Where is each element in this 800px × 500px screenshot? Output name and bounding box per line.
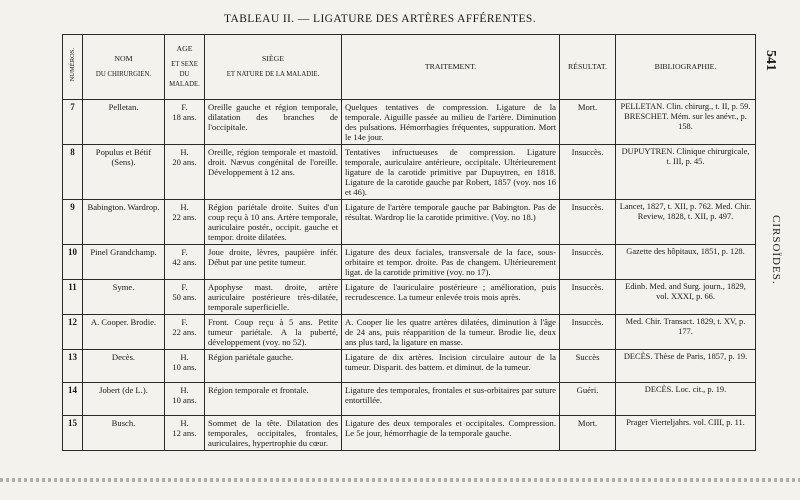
header-resultat: RÉSULTAT. xyxy=(560,35,616,100)
sex: F. xyxy=(181,282,188,292)
table-row xyxy=(63,383,756,416)
sex: H. xyxy=(180,352,189,362)
table-row xyxy=(63,315,756,350)
age: 12 ans. xyxy=(172,428,197,438)
table-row xyxy=(63,280,756,315)
header-bibliographie: BIBLIOGRAPHIE. xyxy=(616,35,756,100)
site-description: Front. Coup reçu à 5 ans. Petite tumeur pariétale. A la puberté, développement (voy. no 52). xyxy=(205,315,342,350)
bibliography: Med. Chir. Transact. 1829, t. XV, p. 177. xyxy=(616,315,756,350)
age: 42 ans. xyxy=(172,257,197,267)
surgeon-name: A. Cooper. Brodie. xyxy=(83,315,165,350)
surgeon-name: Decès. xyxy=(83,350,165,383)
header-row xyxy=(63,35,756,100)
site-description: Oreille, région temporale et mastoïd. droit. Nævus congénital de l'oreille. Développement à 12 ans. xyxy=(205,145,342,200)
row-number: 11 xyxy=(63,280,83,315)
table-row xyxy=(63,200,756,245)
header-numeros: NUMÉROS. xyxy=(63,35,83,100)
row-number: 15 xyxy=(63,416,83,451)
surgeon-name: Jobert (de L.). xyxy=(83,383,165,416)
header-age: AGE ET SEXE DU MALADE. xyxy=(165,35,205,100)
section-heading: CIRSOÏDES. xyxy=(770,215,782,285)
age-sex xyxy=(165,315,205,350)
treatment-description: Ligature des deux temporales et occipitales. Compression. Le 5e jour, hémorrhagie de la temporale gauche. xyxy=(342,416,560,451)
header-traitement: TRAITEMENT. xyxy=(342,35,560,100)
age: 10 ans. xyxy=(172,395,197,405)
treatment-description: Ligature de dix artères. Incision circulaire autour de la tumeur. Disparit. des battem. et diminut. de la tumeur. xyxy=(342,350,560,383)
surgeon-name: Pinel Grandchamp. xyxy=(83,245,165,280)
site-description: Région temporale et frontale. xyxy=(205,383,342,416)
row-number: 10 xyxy=(63,245,83,280)
table-title: TABLEAU II. — LIGATURE DES ARTÈRES AFFÉRENTES. xyxy=(224,13,536,25)
treatment-description: Quelques tentatives de compression. Ligature de la temporale. Aiguille passée au milieu de l'artère. Diminution des pulsations. Hémorrhagies fréquentes, suppuration. Mort le 14e jour. xyxy=(342,100,560,145)
site-description: Sommet de la tête. Dilatation des temporales, occipitales, frontales, auriculaires, hypertrophie du cœur. xyxy=(205,416,342,451)
treatment-description: Ligature de l'auriculaire postérieure ; amélioration, puis recrudescence. La tumeur enlevée trois mois après. xyxy=(342,280,560,315)
age-sex xyxy=(165,383,205,416)
result: Insuccès. xyxy=(560,145,616,200)
row-number: 8 xyxy=(63,145,83,200)
result: Mort. xyxy=(560,100,616,145)
result: Insuccès. xyxy=(560,200,616,245)
row-number: 14 xyxy=(63,383,83,416)
table-row xyxy=(63,416,756,451)
surgeon-name: Busch. xyxy=(83,416,165,451)
surgeon-name: Babington. Wardrop. xyxy=(83,200,165,245)
age: 10 ans. xyxy=(172,362,197,372)
age-sex xyxy=(165,245,205,280)
page-footer-marks xyxy=(0,478,800,482)
surgeon-name: Populus et Bétif (Sens). xyxy=(83,145,165,200)
table-row xyxy=(63,100,756,145)
header-siege: SIÈGE ET NATURE DE LA MALADIE. xyxy=(205,35,342,100)
bibliography: Lancet, 1827, t. XII, p. 762. Med. Chir. Review, 1828, t. XII, p. 497. xyxy=(616,200,756,245)
bibliography: Edinb. Med. and Surg. journ., 1829, vol. XXXI, p. 66. xyxy=(616,280,756,315)
site-description: Joue droite, lèvres, paupière infér. Début par une petite tumeur. xyxy=(205,245,342,280)
table-row xyxy=(63,245,756,280)
treatment-description: Ligature des temporales, frontales et sus-orbitaires par suture entortillée. xyxy=(342,383,560,416)
result: Insuccès. xyxy=(560,315,616,350)
site-description: Oreille gauche et région temporale, dilatation des branches de l'occipitale. xyxy=(205,100,342,145)
bibliography: Gazette des hôpitaux, 1851, p. 128. xyxy=(616,245,756,280)
sex: H. xyxy=(180,147,189,157)
age-sex xyxy=(165,280,205,315)
row-number: 13 xyxy=(63,350,83,383)
age: 50 ans. xyxy=(172,292,197,302)
table-row xyxy=(63,350,756,383)
surgeon-name: Syme. xyxy=(83,280,165,315)
result: Insuccès. xyxy=(560,280,616,315)
age-sex xyxy=(165,350,205,383)
age-sex xyxy=(165,100,205,145)
header-nom: NOM DU CHIRURGIEN. xyxy=(83,35,165,100)
bibliography: DECÈS. Thèse de Paris, 1857, p. 19. xyxy=(616,350,756,383)
treatment-description: Tentatives infructueuses de compression. Ligature temporale, auriculaire antérieure, occipitale. Ultérieurement ligature de la carotide primitive par Dupuytren, en 1818. Ligature de la carotide gauche par Robert, 1857 (voy. nos 16 et 46). xyxy=(342,145,560,200)
page-number: 541 xyxy=(763,50,778,71)
site-description: Apophyse mast. droite, artère auriculaire postérieure très-dilatée, temporale superficielle. xyxy=(205,280,342,315)
bibliography: DECÈS. Loc. cit., p. 19. xyxy=(616,383,756,416)
sex: H. xyxy=(180,202,189,212)
treatment-description: Ligature des deux faciales, transversale de la face, sous-orbitaire et tempor. droite. Pas de changem. Ultérieurement ligat. de la carotide primitive (voy. no 17). xyxy=(342,245,560,280)
bibliography: PELLETAN. Clin. chirurg., t. II, p. 59. BRESCHET. Mém. sur les anévr., p. 158. xyxy=(616,100,756,145)
age: 18 ans. xyxy=(172,112,197,122)
age: 22 ans. xyxy=(172,327,197,337)
ligature-table xyxy=(62,34,756,451)
bibliography: Prager Vierteljahrs. vol. CIII, p. 11. xyxy=(616,416,756,451)
surgeon-name: Pelletan. xyxy=(83,100,165,145)
age-sex xyxy=(165,416,205,451)
sex: H. xyxy=(180,418,189,428)
treatment-description: Ligature de l'artère temporale gauche par Babington. Pas de résultat. Wardrop lie la carotide primitive. (Voy. no 18.) xyxy=(342,200,560,245)
sex: F. xyxy=(181,317,188,327)
row-number: 12 xyxy=(63,315,83,350)
age-sex xyxy=(165,200,205,245)
table-row xyxy=(63,145,756,200)
sex: F. xyxy=(181,247,188,257)
bibliography: DUPUYTREN. Clinique chirurgicale, t. III, p. 45. xyxy=(616,145,756,200)
site-description: Région pariétale gauche. xyxy=(205,350,342,383)
age: 20 ans. xyxy=(172,157,197,167)
age-sex xyxy=(165,145,205,200)
sex: F. xyxy=(181,102,188,112)
treatment-description: A. Cooper lie les quatre artères dilatées, diminution à l'âge de 24 ans, puis réapparition de la tumeur. Brodie lie, deux ans plus tard, la ligature en masse. xyxy=(342,315,560,350)
row-number: 9 xyxy=(63,200,83,245)
age: 22 ans. xyxy=(172,212,197,222)
result: Insuccès. xyxy=(560,245,616,280)
sex: H. xyxy=(180,385,189,395)
result: Mort. xyxy=(560,416,616,451)
row-number: 7 xyxy=(63,100,83,145)
result: Succès xyxy=(560,350,616,383)
result: Guéri. xyxy=(560,383,616,416)
site-description: Région pariétale droite. Suites d'un coup reçu à 10 ans. Artère temporale, auriculaire postér., occipit. gauche et tempor. droite dilatées. xyxy=(205,200,342,245)
